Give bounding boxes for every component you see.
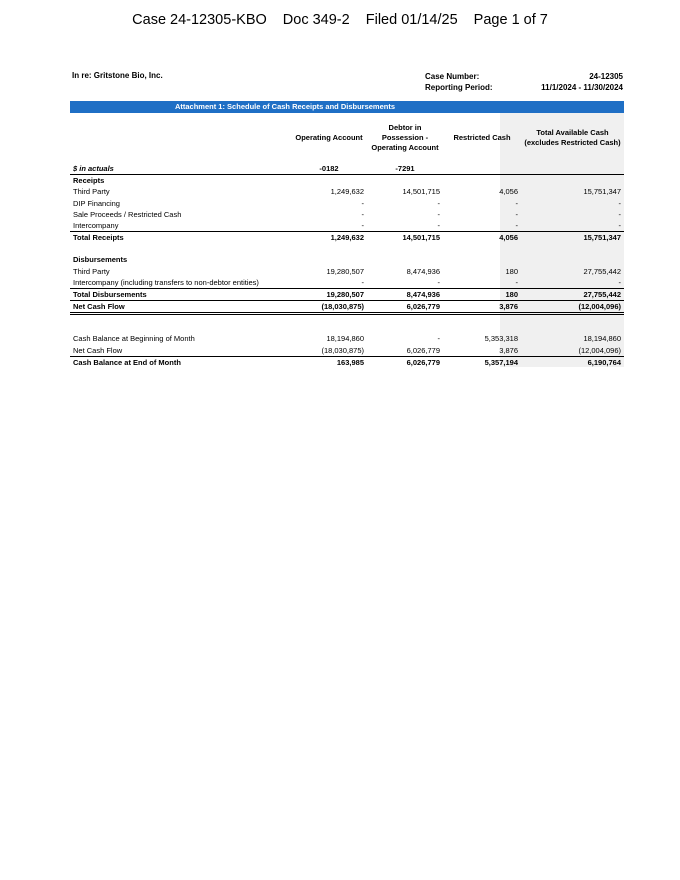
ending-balance-row: Cash Balance at End of Month 163,985 6,026,779 5,357,194 6,190,764 [70,356,624,368]
schedule-banner [70,101,624,113]
table-row: Third Party 19,280,507 8,474,936 180 27,755,442 [73,266,621,276]
table-row: Intercompany (including transfers to non-debtor entities) - - - - [73,277,621,287]
doc-number-stamp: Doc 349-2 [282,12,350,28]
in-re-debtor: In re: Gritstone Bio, Inc. [72,71,163,80]
col-total-available-cash: Total Available Cash (excludes Restricted Cash) [524,128,621,147]
cash-schedule-table [70,113,624,368]
balance-net-cash-flow-row: Net Cash Flow (18,030,875) 6,026,779 3,876 (12,004,096) [73,345,621,355]
table-row: DIP Financing - - - - [73,198,621,208]
case-number-row [425,71,623,82]
page-number-stamp: Page 1 of 7 [473,12,548,28]
dip-account-number: -7291 [367,163,443,175]
receipts-section-header: Receipts [73,176,105,186]
case-number-value: 24-12305 [589,72,623,81]
column-header-row [70,113,624,163]
disbursements-section-header: Disbursements [73,255,128,265]
col-dip-account: Debtor in Possession - Operating Account [371,123,439,152]
units-label: $ in actuals [70,163,291,175]
net-cash-flow-row: Net Cash Flow (18,030,875) 6,026,779 3,876 (12,004,096) [70,301,624,314]
col-restricted-cash: Restricted Cash [453,133,511,142]
account-number-row [70,163,624,175]
reporting-period-label: Reporting Period: [425,83,493,92]
court-case-header [0,12,680,28]
schedule-title: Attachment 1: Schedule of Cash Receipts and Disbursements [174,102,396,111]
operating-account-number: -0182 [291,163,367,175]
reporting-period-value: 11/1/2024 - 11/30/2024 [541,83,623,92]
table-row: Third Party 1,249,632 14,501,715 4,056 15,751,347 [73,187,621,197]
total-disbursements-row: Total Disbursements 19,280,507 8,474,936 180 27,755,442 [70,289,624,301]
case-number-label: Case Number: [425,72,480,81]
total-receipts-row: Total Receipts 1,249,632 14,501,715 4,056 15,751,347 [70,232,624,244]
col-operating-account: Operating Account [295,133,363,142]
table-row: Intercompany - - - - [73,221,621,231]
beginning-balance-row: Cash Balance at Beginning of Month 18,194,860 - 5,353,318 18,194,860 [73,334,621,344]
reporting-period-row [425,82,623,93]
case-number-stamp: Case 24-12305-KBO [132,12,267,28]
table-row: Sale Proceeds / Restricted Cash - - - - [73,209,621,219]
case-info-block [425,71,623,93]
filed-date-stamp: Filed 01/14/25 [365,12,458,28]
